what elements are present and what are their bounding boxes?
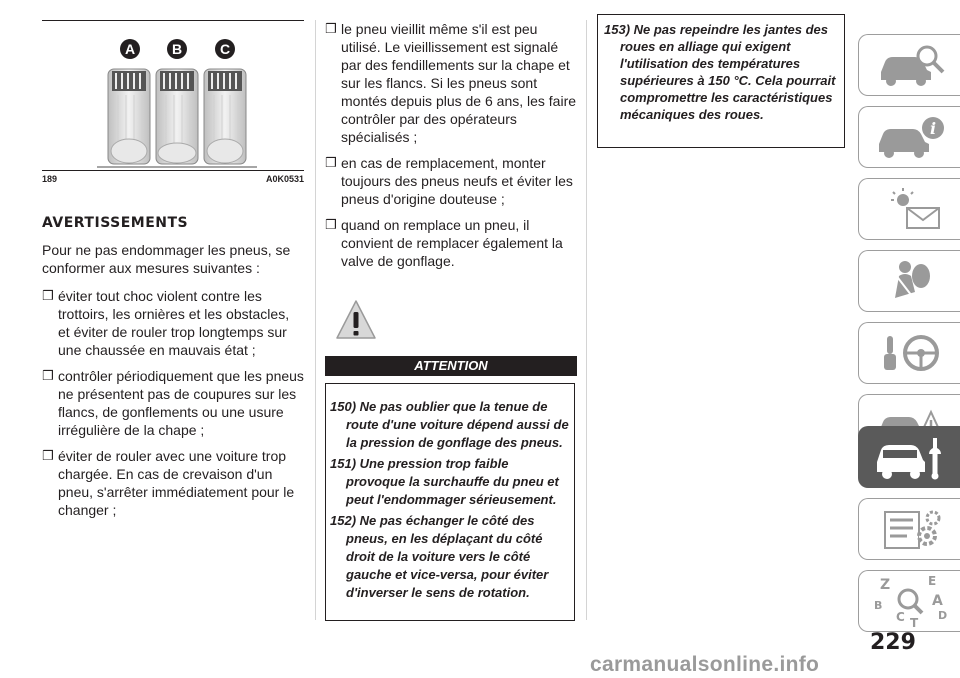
list-item: ❒ le pneu vieillit même s'il est peu utilisé. Le vieillissement est signalé par des fendillements sur la chape et sur les flancs. Si les pneus sont montés depuis plus de 6 ans, les faire contrôler par des opérateurs spécialisés ;: [325, 21, 577, 145]
tire-wear-illustration: [42, 21, 304, 171]
list-item: ❒ quand on remplace un pneu, il convient de remplacer également la valve de gonflage.: [325, 217, 563, 269]
list-item: 151) Une pression trop faible provoque la surchauffe du pneu et peut l'endommager sérieusement.: [330, 456, 559, 507]
list-item: ❒ éviter tout choc violent contre les trottoirs, les ornières et les obstacles, et éviter de rouler trop longtemps sur une chaussée en mauvais état ;: [42, 288, 290, 358]
figure-caption-rule: [42, 170, 304, 171]
svg-text:A: A: [931, 593, 943, 609]
warning-lights-icon: [875, 186, 947, 232]
warning-triangle-icon: [335, 298, 377, 342]
tire-wear-figure: [42, 20, 304, 179]
attention-title: ATTENTION: [325, 356, 577, 376]
car-maintenance-icon: [875, 434, 947, 480]
tab-dashboard[interactable]: [858, 106, 960, 168]
svg-text:D: D: [937, 609, 947, 622]
airbag-safety-icon: [875, 258, 947, 304]
tire-c: [204, 69, 246, 164]
page-number: 229: [870, 630, 916, 655]
svg-text:A: A: [124, 41, 136, 57]
tab-technical-specifications[interactable]: [858, 498, 960, 560]
warning-list-middle: [325, 20, 577, 278]
tire-b: [156, 69, 198, 164]
watermark: carmanualsonline.info: [590, 653, 820, 676]
svg-text:T: T: [909, 616, 918, 629]
tab-knowing-the-car[interactable]: [858, 34, 960, 96]
attention-notes: [326, 384, 574, 602]
attention-box: [325, 383, 575, 621]
key-steering-wheel-icon: [875, 330, 947, 376]
column-divider: [315, 20, 316, 620]
tab-starting-driving[interactable]: [858, 322, 960, 384]
svg-text:C: C: [219, 41, 231, 57]
section-heading: AVERTISSEMENTS: [42, 215, 189, 231]
specifications-gear-icon: [875, 506, 947, 552]
alphabetical-index-icon: [870, 573, 952, 629]
attention-box-continued: [597, 14, 845, 148]
list-item: 150) Ne pas oublier que la tenue de route d'une voiture dépend aussi de la pression de gonflage des pneus.: [330, 399, 569, 450]
list-item: ❒ éviter de rouler avec une voiture trop chargée. En cas de crevaison d'un pneu, s'arrêter immédiatement pour le changer ;: [42, 448, 295, 518]
car-info-icon: [875, 114, 947, 160]
figure-code: A0K0531: [265, 174, 304, 184]
list-item: ❒ en cas de remplacement, monter toujours des pneus neufs et éviter les pneus d'origine douteuse ;: [325, 155, 573, 207]
figure-number: 189: [42, 174, 58, 184]
intro-paragraph: Pour ne pas endommager les pneus, se conformer aux mesures suivantes :: [42, 242, 291, 276]
label-b: [167, 39, 187, 59]
tab-safety[interactable]: [858, 250, 960, 312]
car-search-icon: [875, 42, 947, 88]
svg-text:E: E: [927, 574, 936, 588]
checkbox-bullet-icon: ❒: [325, 155, 337, 170]
warning-list-left: [42, 287, 304, 527]
svg-text:C: C: [895, 610, 905, 624]
checkbox-bullet-icon: ❒: [42, 448, 54, 463]
checkbox-bullet-icon: ❒: [325, 217, 337, 232]
svg-text:B: B: [873, 599, 882, 612]
svg-text:Z: Z: [879, 577, 890, 593]
svg-text:i: i: [929, 119, 936, 138]
checkbox-bullet-icon: ❒: [42, 288, 54, 303]
tire-a: [108, 69, 150, 164]
tab-servicing-maintenance[interactable]: [858, 426, 960, 488]
checkbox-bullet-icon: ❒: [42, 368, 54, 383]
attention-note: 153) Ne pas repeindre les jantes des roues en alliage qui exigent l'utilisation des températures supérieures à 150 °C. Cela pourrait compromettre les caractéristiques mécaniques des roues.: [604, 22, 836, 122]
tab-warning-lights[interactable]: [858, 178, 960, 240]
list-item: ❒ contrôler périodiquement que les pneus ne présentent pas de coupures sur les flancs, de gonflements ou une usure irrégulière de la chape ;: [42, 368, 304, 438]
checkbox-bullet-icon: ❒: [325, 21, 337, 36]
list-item: 152) Ne pas échanger le côté des pneus, en les déplaçant du côté droit de la voiture vers le côté gauche et vice-versa, pour éviter d'inverser le sens de rotation.: [330, 513, 549, 600]
column-divider: [586, 20, 587, 620]
svg-text:B: B: [171, 41, 183, 57]
label-c: [215, 39, 235, 59]
label-a: [120, 39, 140, 59]
tab-index[interactable]: [858, 570, 960, 632]
